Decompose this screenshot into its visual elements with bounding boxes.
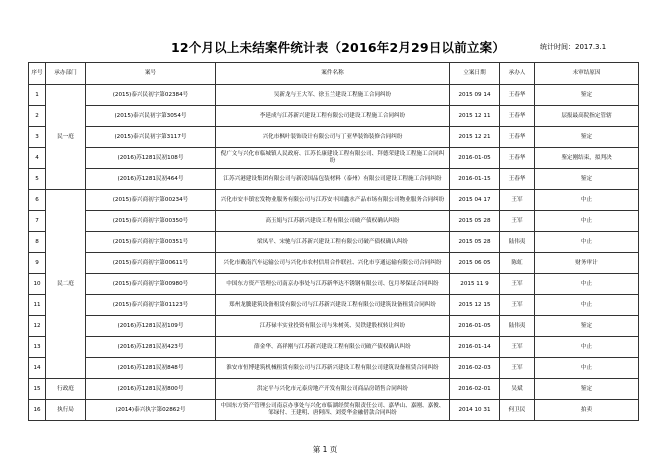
cell-case-no: (2015)泰兴民初字第02384号: [86, 85, 216, 106]
cell-judge: 陆伟夷: [500, 232, 535, 253]
header-judge: 承办人: [500, 63, 535, 85]
cell-case-no: (2015)泰兴商初字第00234号: [86, 190, 216, 211]
cell-seq: 5: [29, 169, 46, 190]
cell-filing-date: 2015 05 28: [450, 232, 500, 253]
table-row: [29, 127, 639, 148]
cell-reason: 鉴定: [535, 169, 639, 190]
cell-reason: 鉴定: [535, 379, 639, 400]
header-reason: 未审结原因: [535, 63, 639, 85]
cell-case-no: (2015)泰兴民初字第3054号: [86, 106, 216, 127]
cell-case-name: 兴化市戴南汽车运输公司与兴化市农村信用合作联社、兴化市亨通运输有限公司合同纠纷: [216, 253, 450, 274]
cell-filing-date: 2016-01-15: [450, 169, 500, 190]
page-footer: 第 1 页: [312, 445, 338, 454]
cell-case-name: 洪定平与兴化市元泰房地产开发有限公司商品房销售合同纠纷: [216, 379, 450, 400]
cell-filing-date: 2016-01-05: [450, 148, 500, 169]
cell-case-no: (2016)苏1281民初108号: [86, 148, 216, 169]
cell-dept: 民二庭: [46, 190, 86, 379]
table-row: [29, 106, 639, 127]
cell-case-name: 高玉娟与江苏新兴建设工程有限公司破产债权确认纠纷: [216, 211, 450, 232]
cell-reason: 中止: [535, 295, 639, 316]
cell-reason: 财务审计: [535, 253, 639, 274]
cell-reason: 中止: [535, 274, 639, 295]
cell-reason: 中止: [535, 337, 639, 358]
cell-seq: 14: [29, 358, 46, 379]
cell-seq: 6: [29, 190, 46, 211]
table-row: [29, 400, 639, 421]
cell-case-name: 兴化市安丰镇宏发物业服务有限公司与江苏安丰国鑫水产品市场有限公司物业服务合同纠纷: [216, 190, 450, 211]
cell-case-name: 梁凤平、宋驰与江苏新兴建设工程有限公司破产债权确认纠纷: [216, 232, 450, 253]
cell-seq: 15: [29, 379, 46, 400]
cell-case-no: (2016)苏1281民初464号: [86, 169, 216, 190]
cell-judge: 陈虹: [500, 253, 535, 274]
cell-filing-date: 2015 12 21: [450, 127, 500, 148]
cell-filing-date: 2016-02-03: [450, 358, 500, 379]
cell-case-name: 吴新龙与王大军、徐玉兰建设工程施工合同纠纷: [216, 85, 450, 106]
table-row: [29, 358, 639, 379]
cell-case-name: 中国东方资产管理公司南京办事处与江苏新华达不锈钢有限公司、包月琴保证合同纠纷: [216, 274, 450, 295]
table-row: [29, 190, 639, 211]
cell-judge: 何卫民: [500, 400, 535, 421]
cell-seq: 7: [29, 211, 46, 232]
cell-filing-date: 2016-01-05: [450, 316, 500, 337]
cell-filing-date: 2015 05 28: [450, 211, 500, 232]
table-header-row: [29, 63, 639, 85]
table-row: [29, 211, 639, 232]
table-row: [29, 316, 639, 337]
cell-filing-date: 2015 09 14: [450, 85, 500, 106]
cell-case-no: (2015)泰兴商初字第00350号: [86, 211, 216, 232]
cell-reason: 鉴定: [535, 127, 639, 148]
cell-case-no: (2016)苏1281民初109号: [86, 316, 216, 337]
cell-case-no: (2016)苏1281民初800号: [86, 379, 216, 400]
cell-judge: 王军: [500, 211, 535, 232]
cell-judge: 王军: [500, 358, 535, 379]
cell-judge: 王春华: [500, 106, 535, 127]
cell-dept: 行政庭: [46, 379, 86, 400]
cell-filing-date: 2015 04 17: [450, 190, 500, 211]
table-row: [29, 274, 639, 295]
cell-reason: 中止: [535, 211, 639, 232]
cell-case-name: 中国东方资产管理公司南京办事处与兴化市临湖经贸有限责任公司、嘉华山、嘉刚、嘉俊、邹绿付、王建明、唐阿四、刘爱华金融借款合同纠纷: [216, 400, 450, 421]
cell-seq: 12: [29, 316, 46, 337]
cell-reason: 鉴定: [535, 316, 639, 337]
cell-seq: 2: [29, 106, 46, 127]
cell-seq: 8: [29, 232, 46, 253]
cell-judge: 王军: [500, 295, 535, 316]
cell-case-name: 李延成与江苏新兴建设工程有限公司建设工程施工合同纠纷: [216, 106, 450, 127]
table-row: [29, 169, 639, 190]
cell-seq: 16: [29, 400, 46, 421]
cell-case-no: (2016)苏1281民初848号: [86, 358, 216, 379]
cell-seq: 10: [29, 274, 46, 295]
cell-reason: 鉴定刚结束，拟判决: [535, 148, 639, 169]
cell-seq: 4: [29, 148, 46, 169]
cell-case-name: 薛金华、高祥刚与江苏新兴建设工程有限公司破产债权确认纠纷: [216, 337, 450, 358]
cell-case-name: 江苏兴港建设集团有限公司与新凌国品包装材料（泰州）有限公司建设工程施工合同纠纷: [216, 169, 450, 190]
header-dept: 承办部门: [46, 63, 86, 85]
table-row: [29, 337, 639, 358]
cell-reason: 拍卖: [535, 400, 639, 421]
cell-dept: 民一庭: [46, 85, 86, 190]
header-case-no: 案号: [86, 63, 216, 85]
table-body: [29, 85, 639, 421]
cell-judge: 王军: [500, 274, 535, 295]
cell-filing-date: 2015 06 05: [450, 253, 500, 274]
table-row: [29, 253, 639, 274]
cell-reason: 层报最高院指定管辖: [535, 106, 639, 127]
cell-case-name: 郑州龙騰建筑设备租赁有限公司与江苏新兴建设工程有限公司建筑设备租赁合同纠纷: [216, 295, 450, 316]
cell-filing-date: 2016-01-14: [450, 337, 500, 358]
cell-judge: 陆伟夷: [500, 316, 535, 337]
table-row: [29, 379, 639, 400]
cell-filing-date: 2015 12 11: [450, 106, 500, 127]
cell-judge: 王春华: [500, 148, 535, 169]
header-filing-date: 立案日期: [450, 63, 500, 85]
cell-reason: 中止: [535, 190, 639, 211]
stat-time: 统计时间：2017.3.1: [540, 43, 607, 51]
cell-reason: 中止: [535, 358, 639, 379]
case-table: [28, 62, 639, 421]
cell-case-no: (2014)泰兴执字第02862号: [86, 400, 216, 421]
cell-filing-date: 2015 11 9: [450, 274, 500, 295]
cell-case-no: (2015)泰兴商初字第00611号: [86, 253, 216, 274]
header-case-name: 案件名称: [216, 63, 450, 85]
cell-seq: 13: [29, 337, 46, 358]
cell-judge: 王军: [500, 337, 535, 358]
cell-filing-date: 2015 12 15: [450, 295, 500, 316]
cell-case-no: (2016)苏1281民初423号: [86, 337, 216, 358]
cell-case-no: (2015)泰兴商初字第00351号: [86, 232, 216, 253]
cell-case-name: 兴化市枫叶装饰设计有限公司与丁亚华装饰装修合同纠纷: [216, 127, 450, 148]
cell-case-no: (2015)泰兴商初字第01123号: [86, 295, 216, 316]
cell-case-no: (2015)泰兴商初字第00980号: [86, 274, 216, 295]
cell-seq: 3: [29, 127, 46, 148]
document-title: 12个月以上未结案件统计表（2016年2月29日以前立案）: [170, 40, 506, 55]
cell-dept: 执行局: [46, 400, 86, 421]
cell-case-name: 淮安市恒博建筑机械租赁有限公司与江苏新兴建设工程有限公司建筑设备租赁合同纠纷: [216, 358, 450, 379]
cell-seq: 1: [29, 85, 46, 106]
cell-judge: 王春华: [500, 85, 535, 106]
cell-filing-date: 2014 10 31: [450, 400, 500, 421]
cell-filing-date: 2016-02-01: [450, 379, 500, 400]
table-row: [29, 232, 639, 253]
cell-judge: 王春华: [500, 127, 535, 148]
cell-seq: 11: [29, 295, 46, 316]
cell-judge: 王军: [500, 190, 535, 211]
cell-seq: 9: [29, 253, 46, 274]
cell-case-no: (2015)泰兴民初字第3117号: [86, 127, 216, 148]
table-row: [29, 85, 639, 106]
cell-reason: 中止: [535, 232, 639, 253]
cell-judge: 王春华: [500, 169, 535, 190]
header-seq: 序号: [29, 63, 46, 85]
table-row: [29, 148, 639, 169]
cell-case-name: 江苏禄丰实业投资有限公司与朱树英、吴铁建股权转让纠纷: [216, 316, 450, 337]
cell-judge: 吴斌: [500, 379, 535, 400]
table-row: [29, 295, 639, 316]
cell-reason: 鉴定: [535, 85, 639, 106]
cell-case-name: 倪广文与兴化市临城镇人民政府、江苏长康建设工程有限公司、拜德荣建设工程施工合同纠纷: [216, 148, 450, 169]
